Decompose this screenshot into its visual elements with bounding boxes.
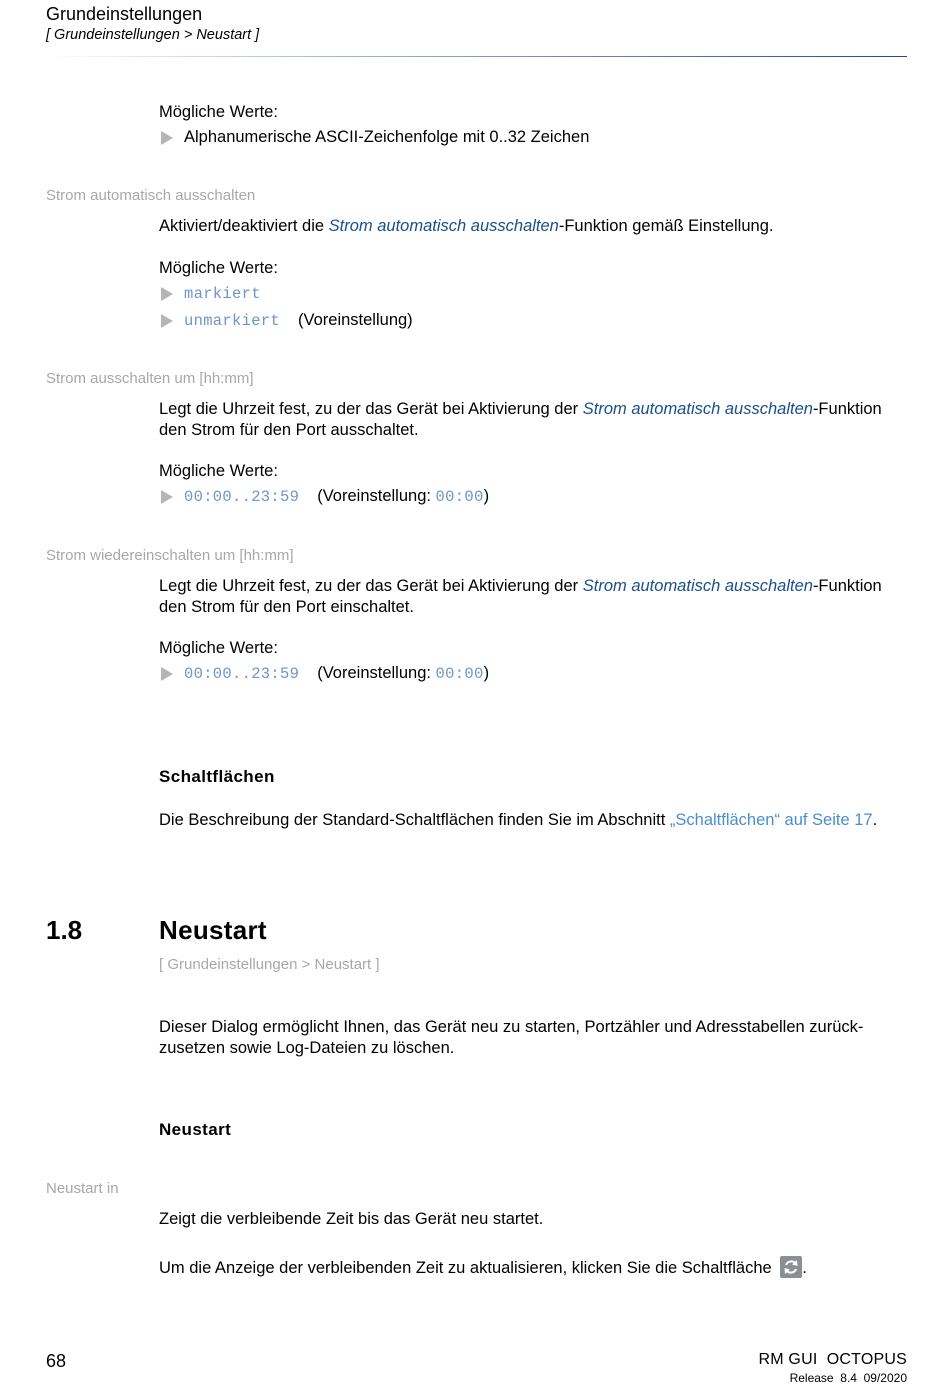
desc-text: den Strom für den Port ausschaltet. xyxy=(159,421,419,439)
function-link[interactable]: Strom automatisch ausschalten xyxy=(328,217,559,235)
param-label-restart-in: Neustart in xyxy=(46,1180,119,1197)
possible-values-label: Mögliche Werte: xyxy=(159,462,278,480)
default-note: (Voreinstellung) xyxy=(298,311,413,329)
desc-text: Aktiviert/deaktiviert die xyxy=(159,217,329,235)
chapter-number: 1.8 xyxy=(46,915,83,945)
desc-text: Legt die Uhrzeit fest, zu der das Gerät bei Aktivierung der xyxy=(159,400,583,418)
bullet-triangle-icon xyxy=(161,490,173,504)
value-code: 00:00..23:59 xyxy=(184,664,300,683)
list-item xyxy=(161,285,261,303)
param-description xyxy=(159,216,773,237)
param-label-power-on-at: Strom wiedereinschalten um [hh:mm] xyxy=(46,547,294,564)
desc-text: Legt die Uhrzeit fest, zu der das Gerät bei Aktivierung der xyxy=(159,577,583,595)
bullet-triangle-icon xyxy=(161,131,173,145)
desc-text: . xyxy=(802,1259,807,1277)
desc-text: -Funktion xyxy=(812,400,882,418)
value-text: Alphanumerische ASCII-Zeichenfolge mit 0..32 Zeichen xyxy=(184,128,590,146)
chapter-breadcrumb: [ Grundeinstellungen > Neustart ] xyxy=(159,956,380,973)
header-divider xyxy=(46,56,907,57)
list-item xyxy=(161,664,489,683)
param-description xyxy=(159,399,882,441)
function-link[interactable]: Strom automatisch ausschalten xyxy=(582,400,813,418)
possible-values-label: Mögliche Werte: xyxy=(159,639,278,657)
function-link[interactable]: Strom automatisch ausschalten xyxy=(582,577,813,595)
param-description xyxy=(159,576,882,618)
desc-text: . xyxy=(872,811,878,829)
bullet-triangle-icon xyxy=(161,667,173,681)
value-code: markiert xyxy=(184,285,261,303)
list-item xyxy=(161,311,413,330)
default-note: (Voreinstellung: 00:00) xyxy=(317,664,490,683)
value-code: unmarkiert xyxy=(184,311,281,330)
bullet-triangle-icon xyxy=(161,314,173,328)
desc-text: -Funktion gemäß Einstellung. xyxy=(558,217,774,235)
possible-values-label: Mögliche Werte: xyxy=(159,259,278,277)
section-heading-restart: Neustart xyxy=(159,1120,232,1139)
list-item xyxy=(161,128,589,147)
desc-text: -Funktion xyxy=(812,577,882,595)
footer-release: Release 8.4 09/2020 xyxy=(789,1371,907,1385)
section-heading-buttons: Schaltflächen xyxy=(159,767,275,786)
page-header-breadcrumb: [ Grundeinstellungen > Neustart ] xyxy=(46,27,260,43)
value-code: 00:00..23:59 xyxy=(184,487,300,506)
chapter-title: Neustart xyxy=(159,915,267,945)
desc-text: Um die Anzeige der verbleibenden Zeit zu aktualisieren, klicken Sie die Schaltfläche xyxy=(159,1259,772,1277)
param-description: Zeigt die verbleibende Zeit bis das Gerät neu startet. xyxy=(159,1210,544,1228)
desc-text: zusetzen sowie Log-Dateien zu löschen. xyxy=(159,1039,455,1057)
desc-text: den Strom für den Port einschaltet. xyxy=(159,598,414,616)
cross-reference-link[interactable]: „Schaltflächen“ auf Seite 17 xyxy=(669,811,873,829)
bullet-triangle-icon xyxy=(161,287,173,301)
param-label-power-off-at: Strom ausschalten um [hh:mm] xyxy=(46,370,254,387)
desc-text: Dieser Dialog ermöglicht Ihnen, das Gerät neu zu starten, Portzähler und Adresstabellen zurück- xyxy=(159,1018,864,1036)
chapter-intro xyxy=(159,1017,863,1059)
param-label-auto-power-off: Strom automatisch ausschalten xyxy=(46,187,256,204)
footer-product: RM GUI OCTOPUS xyxy=(758,1351,907,1368)
page-header-title: Grundeinstellungen xyxy=(46,4,203,24)
refresh-instruction xyxy=(159,1256,807,1279)
refresh-icon[interactable] xyxy=(780,1256,802,1278)
desc-text: Die Beschreibung der Standard-Schaltflächen finden Sie im Abschnitt xyxy=(159,811,670,829)
default-note: (Voreinstellung: 00:00) xyxy=(317,487,490,506)
page-number: 68 xyxy=(46,1351,67,1371)
possible-values-label: Mögliche Werte: xyxy=(159,103,278,121)
buttons-description xyxy=(159,810,877,831)
list-item xyxy=(161,487,489,506)
